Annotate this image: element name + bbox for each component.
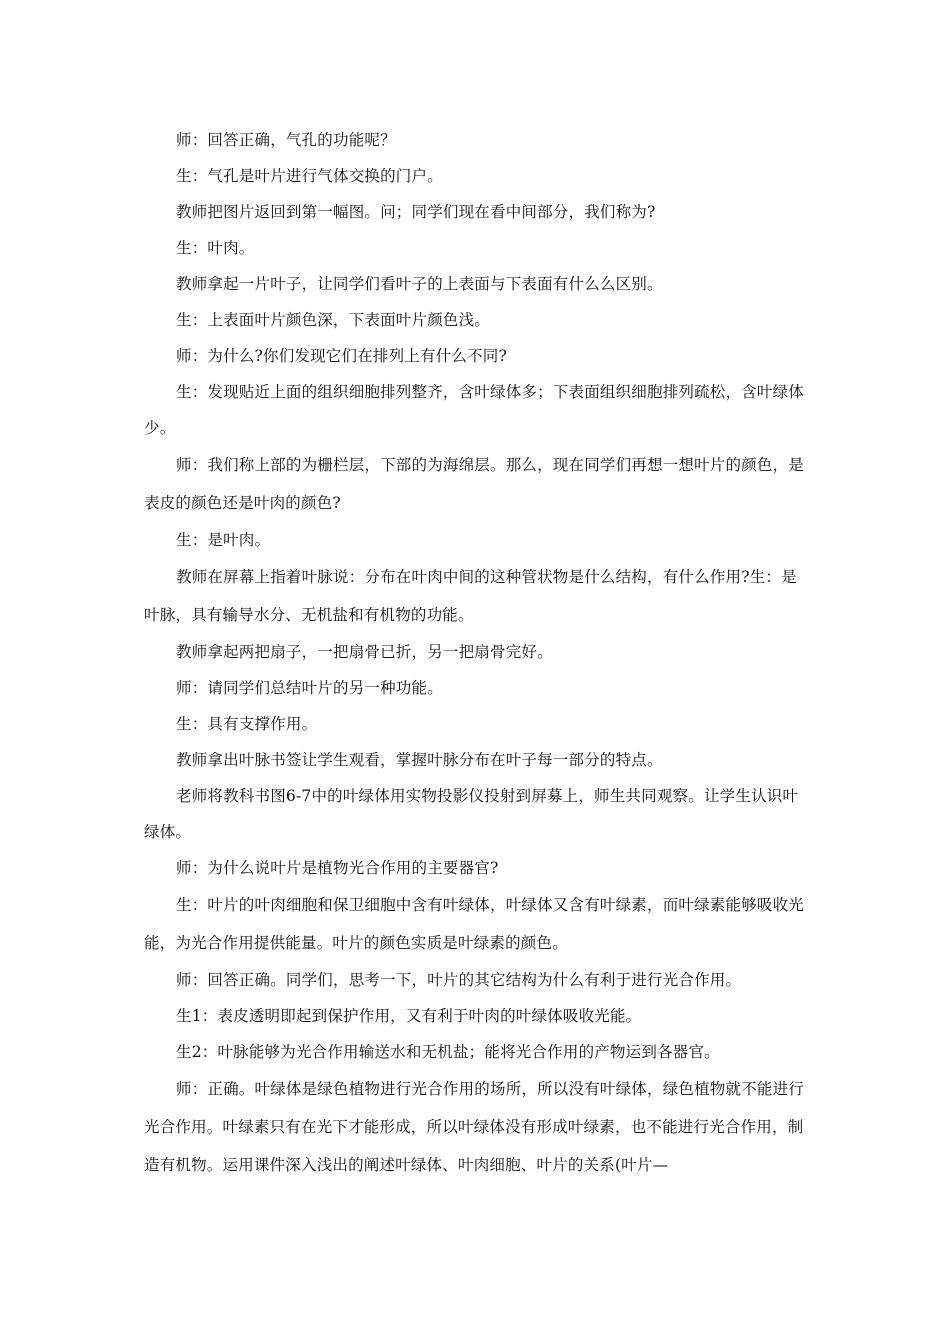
paragraph-18: 生：叶片的叶肉细胞和保卫细胞中含有叶绿体，叶绿体又含有叶绿素，而叶绿素能够吸收光能，为光合作用提供能量。叶片的颜色实质是叶绿素的颜色。 [144,896,805,952]
paragraph-1: 师：回答正确，气孔的功能呢？ [176,131,396,149]
paragraph-11: 教师在屏幕上指着叶脉说：分布在叶肉中间的这种管状物是什么结构，有什么作用?生：是叶脉，具有输导水分、无机盐和有机物的功能。 [144,568,797,624]
paragraph-12: 教师拿起两把扇子，一把扇骨已折，另一把扇骨完好。 [176,643,553,661]
paragraph-3: 教师把图片返回到第一幅图。问；同学们现在看中间部分，我们称为? [176,203,656,221]
paragraph-10: 生：是叶肉。 [176,531,271,549]
paragraph-7: 师：为什么?你们发现它们在排列上有什么不同? [176,347,508,365]
paragraph-19: 师：回答正确。同学们，思考一下，叶片的其它结构为什么有利于进行光合作用。 [176,971,742,989]
paragraph-17: 师：为什么说叶片是植物光合作用的主要器官? [176,859,499,877]
paragraph-4: 生：叶肉。 [176,239,255,257]
paragraph-5: 教师拿起一片叶子，让同学们看叶子的上表面与下表面有什么么区别。 [176,275,663,293]
paragraph-2: 生：气孔是叶片进行气体交换的门户。 [176,167,443,185]
paragraph-15: 教师拿出叶脉书签让学生观看，掌握叶脉分布在叶子每一部分的特点。 [176,751,663,769]
paragraph-9: 师：我们称上部的为栅栏层，下部的为海绵层。那么，现在同学们再想一想叶片的颜色，是表皮的颜色还是叶肉的颜色? [144,456,805,512]
paragraph-22: 师：正确。叶绿体是绿色植物进行光合作用的场所，所以没有叶绿体，绿色植物就不能进行光合作用。叶绿素只有在光下才能形成，所以叶绿体没有形成叶绿素，也不能进行光合作用，制造有机物。运用课件深入浅出的阐述叶绿体、叶肉细胞、叶片的关系(叶片— [144,1080,805,1174]
paragraph-8: 生：发现贴近上面的组织细胞排列整齐，含叶绿体多；下表面组织细胞排列疏松，含叶绿体少。 [144,383,805,437]
paragraph-21: 生2：叶脉能够为光合作用输送水和无机盐；能将光合作用的产物运到各器官。 [176,1043,720,1061]
document-body [144,122,812,1184]
paragraph-16: 老师将教科书图6-7中的叶绿体用实物投影仪投射到屏募上，师生共同观察。让学生认识叶绿体。 [144,787,799,841]
paragraph-14: 生：具有支撑作用。 [176,715,318,733]
paragraph-13: 师：请同学们总结叶片的另一种功能。 [176,679,443,697]
paragraph-20: 生1：表皮透明即起到保护作用，又有利于叶肉的叶绿体吸收光能。 [176,1007,642,1025]
paragraph-6: 生：上表面叶片颜色深，下表面叶片颜色浅。 [176,311,491,329]
